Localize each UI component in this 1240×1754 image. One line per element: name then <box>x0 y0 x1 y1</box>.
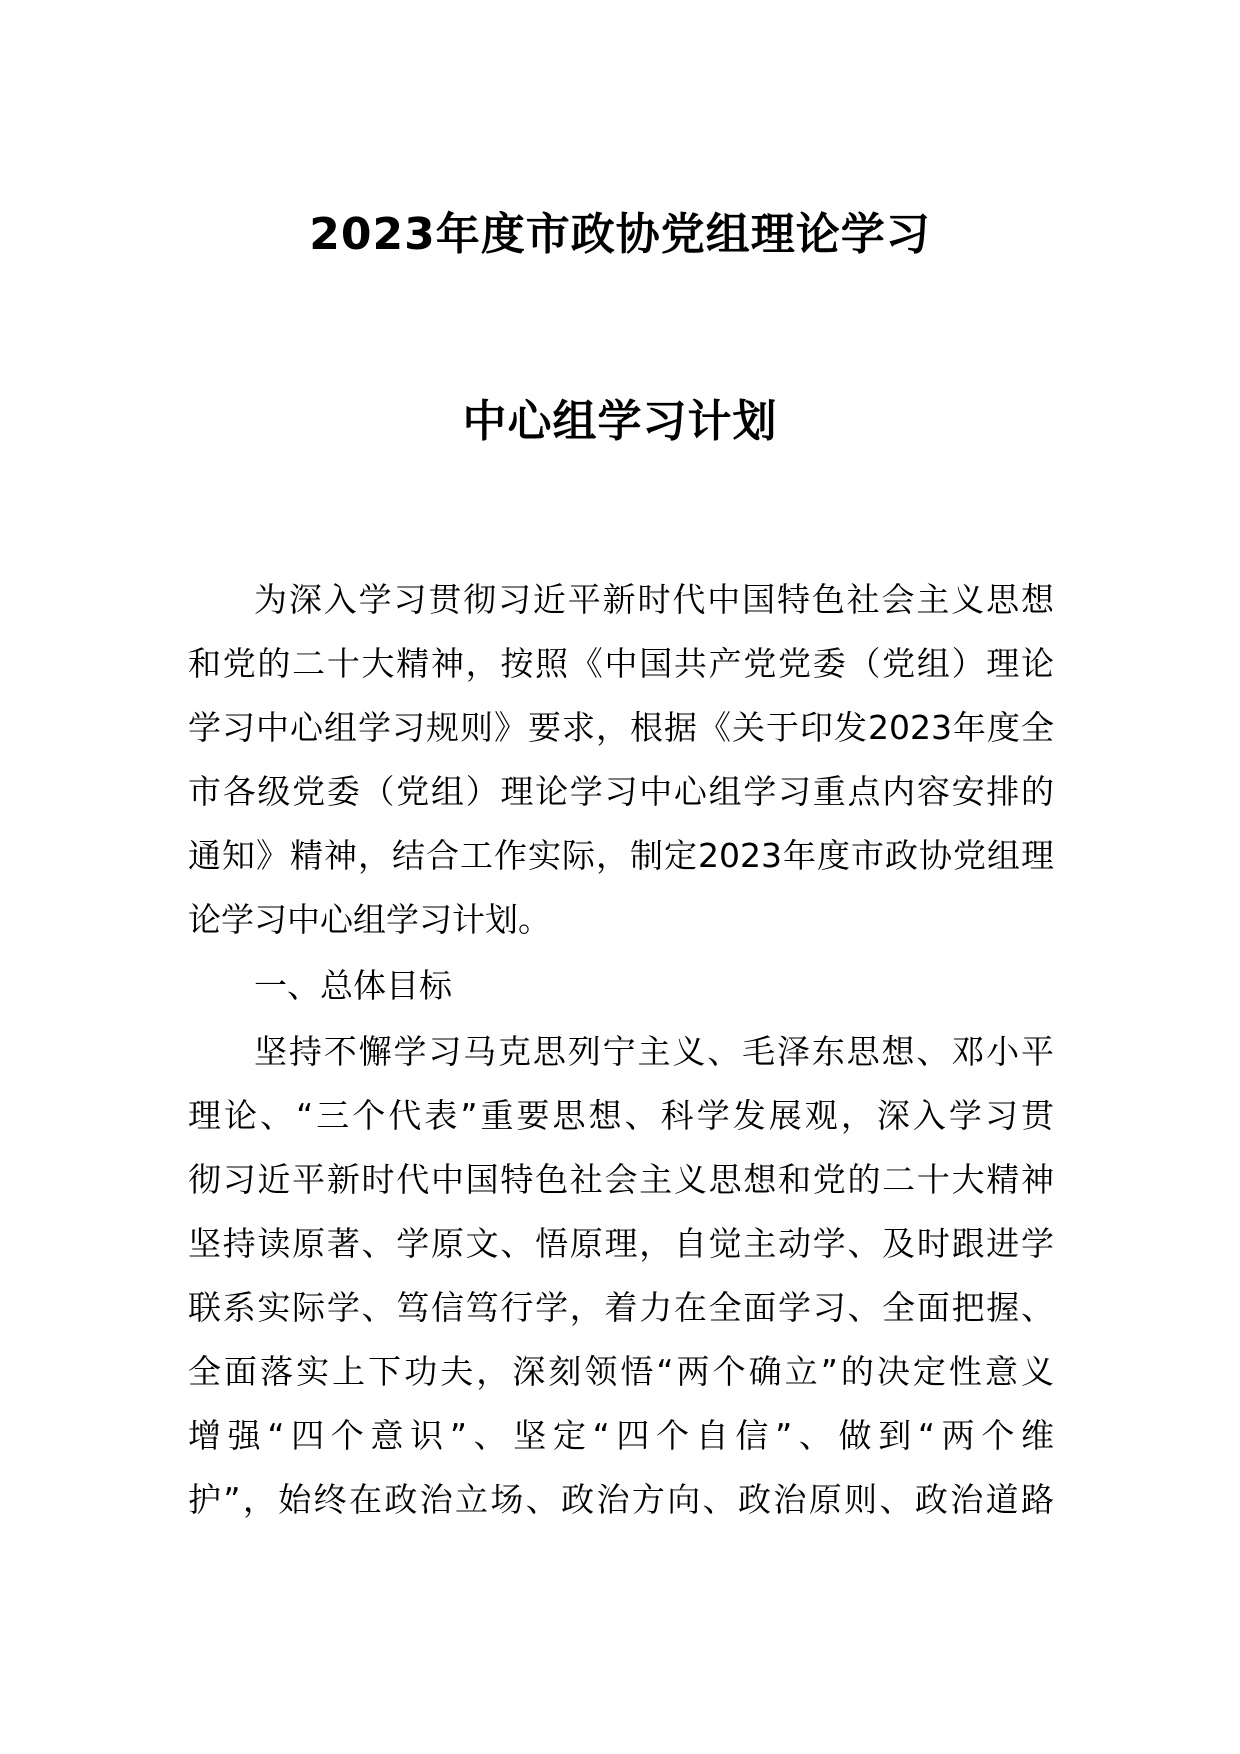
paragraph-2-line: 彻习近平新时代中国特色社会主义思想和党的二十大精神 <box>188 1160 1054 1199</box>
document-title-line-2: 中心组学习计划 <box>462 396 778 447</box>
paragraph-2-line: 理论、“三个代表”重要思想、科学发展观，深入学习贯 <box>188 1096 1054 1135</box>
paragraph-2-line: 联系实际学、笃信笃行学，着力在全面学习、全面把握、 <box>188 1288 1054 1327</box>
paragraph-1-line: 学习中心组学习规则》要求，根据《关于印发2023年度全 <box>188 708 1054 747</box>
paragraph-2-line: 增强“四个意识”、坚定“四个自信”、做到“两个维 <box>188 1416 1054 1455</box>
paragraph-2-line: 坚持读原著、学原文、悟原理，自觉主动学、及时跟进学 <box>188 1224 1054 1263</box>
paragraph-2-line: 全面落实上下功夫，深刻领悟“两个确立”的决定性意义 <box>188 1352 1054 1391</box>
paragraph-1-line: 论学习中心组学习计划。 <box>188 900 551 939</box>
paragraph-1-line: 和党的二十大精神，按照《中国共产党党委（党组）理论 <box>188 644 1054 683</box>
paragraph-1-line: 为深入学习贯彻习近平新时代中国特色社会主义思想 <box>254 580 1054 619</box>
paragraph-2-line: 坚持不懈学习马克思列宁主义、毛泽东思想、邓小平 <box>254 1032 1054 1071</box>
paragraph-1-line: 市各级党委（党组）理论学习中心组学习重点内容安排的 <box>188 772 1054 811</box>
document-title-line-1: 2023年度市政协党组理论学习 <box>309 209 931 260</box>
paragraph-1-line: 通知》精神，结合工作实际，制定2023年度市政协党组理 <box>188 836 1054 875</box>
paragraph-2-line: 护”，始终在政治立场、政治方向、政治原则、政治道路 <box>188 1480 1054 1519</box>
section-heading: 一、总体目标 <box>254 966 452 1005</box>
